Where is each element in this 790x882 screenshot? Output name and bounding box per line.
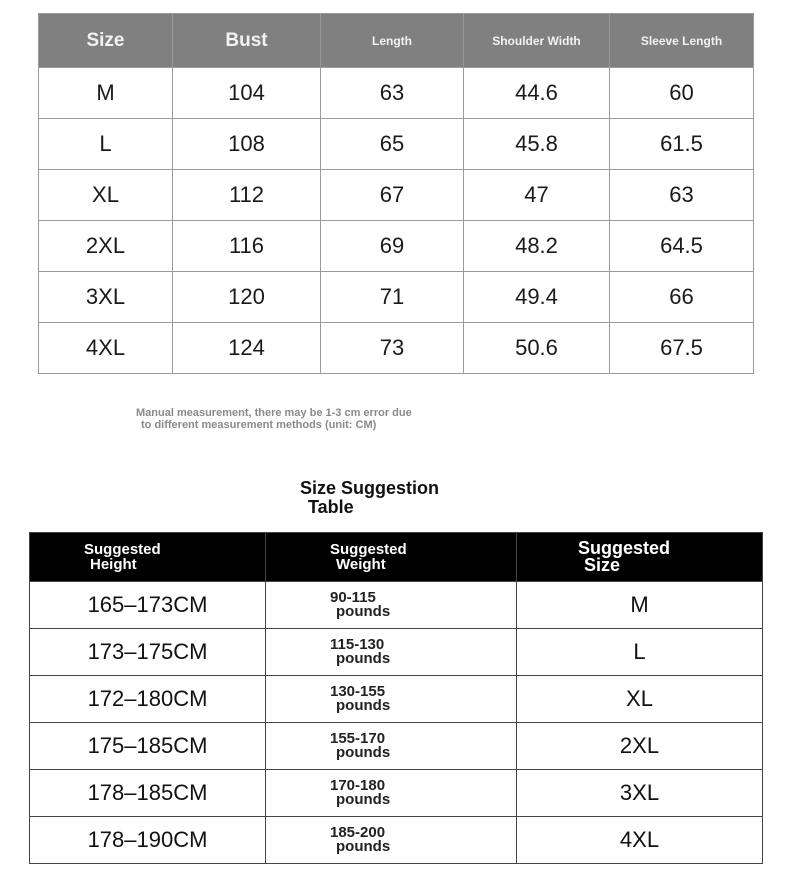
- cell-size: M: [39, 68, 173, 119]
- cell-shoulder: 49.4: [464, 272, 610, 323]
- cell-length: 71: [321, 272, 464, 323]
- weight-unit: pounds: [336, 697, 391, 714]
- cell-size: XL: [39, 170, 173, 221]
- header-suggested-size: [517, 533, 763, 582]
- cell-size: 2XL: [39, 221, 173, 272]
- cell-size: 3XL: [517, 770, 763, 817]
- header-shoulder-width: Shoulder Width: [464, 14, 610, 68]
- cell-length: 67: [321, 170, 464, 221]
- header-text: Suggested: [578, 538, 671, 558]
- table-row: [30, 676, 763, 723]
- weight-unit: pounds: [336, 603, 391, 620]
- cell-size: L: [517, 629, 763, 676]
- cell-shoulder: 47: [464, 170, 610, 221]
- weight-unit: pounds: [336, 791, 391, 808]
- header-suggested-height: [30, 533, 266, 582]
- cell-sleeve: 63: [610, 170, 754, 221]
- table-row: [39, 170, 754, 221]
- cell-height: 178–185CM: [30, 770, 266, 817]
- weight-unit: pounds: [336, 650, 391, 667]
- cell-size: 4XL: [517, 817, 763, 864]
- weight-range: 185-200: [330, 824, 386, 841]
- weight-range: 90-115: [330, 589, 376, 606]
- table-row: [30, 582, 763, 629]
- cell-shoulder: 44.6: [464, 68, 610, 119]
- suggestion-title: [300, 479, 439, 517]
- header-sleeve-length: Sleeve Length: [610, 14, 754, 68]
- cell-bust: 120: [173, 272, 321, 323]
- table-row: [39, 68, 754, 119]
- cell-bust: 124: [173, 323, 321, 374]
- cell-size: M: [517, 582, 763, 629]
- cell-length: 69: [321, 221, 464, 272]
- cell-weight: [266, 629, 517, 676]
- header-text: Size: [584, 555, 621, 575]
- cell-height: 173–175CM: [30, 629, 266, 676]
- cell-bust: 112: [173, 170, 321, 221]
- cell-sleeve: 60: [610, 68, 754, 119]
- weight-unit: pounds: [336, 744, 391, 761]
- cell-weight: [266, 817, 517, 864]
- cell-bust: 108: [173, 119, 321, 170]
- table-row: [39, 221, 754, 272]
- header-text: Suggested: [84, 541, 161, 558]
- header-text: Suggested: [330, 541, 407, 558]
- cell-weight: [266, 582, 517, 629]
- table-row: [30, 817, 763, 864]
- header-bust: Bust: [173, 14, 321, 68]
- cell-size: XL: [517, 676, 763, 723]
- cell-shoulder: 45.8: [464, 119, 610, 170]
- table-row: [30, 629, 763, 676]
- note-line-2: to different measurement methods (unit: CM): [141, 419, 377, 431]
- cell-size: 4XL: [39, 323, 173, 374]
- suggestion-title-line-1: Size Suggestion: [300, 478, 440, 498]
- table-row: [30, 770, 763, 817]
- cell-sleeve: 64.5: [610, 221, 754, 272]
- note-line-1: Manual measurement, there may be 1-3 cm error due: [136, 407, 412, 419]
- cell-height: 175–185CM: [30, 723, 266, 770]
- size-chart-table: [38, 13, 754, 374]
- cell-shoulder: 48.2: [464, 221, 610, 272]
- header-suggested-weight: [266, 533, 517, 582]
- table-row: [39, 272, 754, 323]
- header-text: Weight: [336, 556, 386, 573]
- cell-height: 165–173CM: [30, 582, 266, 629]
- cell-sleeve: 61.5: [610, 119, 754, 170]
- cell-weight: [266, 723, 517, 770]
- cell-height: 172–180CM: [30, 676, 266, 723]
- cell-length: 73: [321, 323, 464, 374]
- weight-unit: pounds: [336, 838, 391, 855]
- cell-bust: 104: [173, 68, 321, 119]
- header-length: Length: [321, 14, 464, 68]
- cell-sleeve: 67.5: [610, 323, 754, 374]
- cell-size: 2XL: [517, 723, 763, 770]
- cell-shoulder: 50.6: [464, 323, 610, 374]
- cell-size: L: [39, 119, 173, 170]
- table-row: [39, 323, 754, 374]
- weight-range: 115-130: [330, 636, 385, 653]
- measurement-note: [136, 407, 496, 431]
- table-row: [39, 119, 754, 170]
- suggestion-title-line-2: Table: [308, 497, 354, 517]
- size-suggestion-table: [29, 532, 763, 864]
- header-text: Height: [90, 556, 137, 573]
- weight-range: 130-155: [330, 683, 386, 700]
- cell-size: 3XL: [39, 272, 173, 323]
- cell-length: 65: [321, 119, 464, 170]
- weight-range: 155-170: [330, 730, 386, 747]
- cell-bust: 116: [173, 221, 321, 272]
- header-size: Size: [39, 14, 173, 68]
- size-chart-header-row: [39, 14, 754, 68]
- weight-range: 170-180: [330, 777, 386, 794]
- cell-weight: [266, 770, 517, 817]
- cell-weight: [266, 676, 517, 723]
- suggestion-header-row: [30, 533, 763, 582]
- cell-sleeve: 66: [610, 272, 754, 323]
- table-row: [30, 723, 763, 770]
- cell-length: 63: [321, 68, 464, 119]
- cell-height: 178–190CM: [30, 817, 266, 864]
